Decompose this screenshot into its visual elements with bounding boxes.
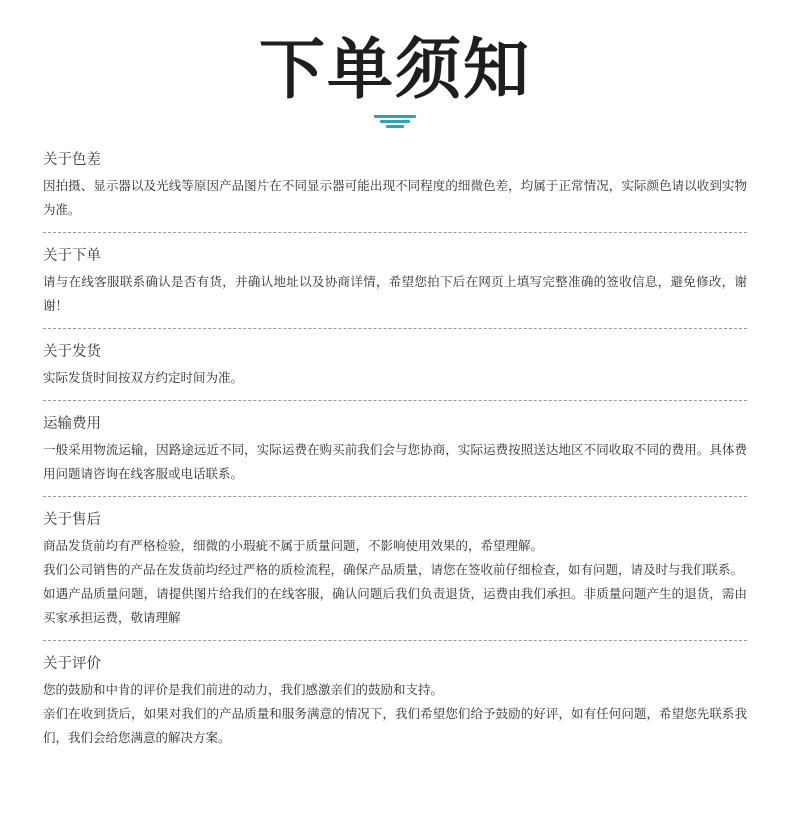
dashed-divider xyxy=(43,640,747,641)
page-header xyxy=(0,0,790,140)
section-paragraph: 实际发货时间按双方约定时间为准。 xyxy=(43,370,244,385)
section-title: 关于色差 xyxy=(43,152,101,168)
section-paragraph: 我们公司销售的产品在发货前均经过严格的质检流程，确保产品质量，请您在签收前仔细检查，如有问题，请及时与我们联系。 xyxy=(43,562,744,577)
section-freight xyxy=(43,414,747,486)
section-ordering xyxy=(43,246,747,318)
section-paragraph: 请与在线客服联系确认是否有货，并确认地址以及协商详情，希望您拍下后在网页上填写完整准确的签收信息，避免修改，谢谢！ xyxy=(43,274,747,313)
dashed-divider xyxy=(43,232,747,233)
section-paragraph: 如遇产品质量问题，请提供图片给我们的在线客服，确认问题后我们负责退货，运费由我们承担。非质量问题产生的退货，需由买家承担运费，敬请理解 xyxy=(43,586,747,625)
section-title: 运输费用 xyxy=(43,416,101,432)
page-title: 下单须知 xyxy=(259,31,531,108)
title-underline-icon xyxy=(374,115,416,133)
section-title: 关于售后 xyxy=(43,512,101,528)
section-paragraph: 您的鼓励和中肯的评价是我们前进的动力，我们感激亲们的鼓励和支持。 xyxy=(43,682,444,697)
section-title: 关于发货 xyxy=(43,344,101,360)
notice-content xyxy=(43,150,747,750)
section-reviews xyxy=(43,654,747,750)
section-paragraph: 亲们在收到货后，如果对我们的产品质量和服务满意的情况下，我们希望您们给予鼓励的好评，如有任何问题，希望您先联系我们，我们会给您满意的解决方案。 xyxy=(43,706,747,745)
section-color-difference xyxy=(43,150,747,222)
section-title: 关于评价 xyxy=(43,656,101,672)
section-shipping xyxy=(43,342,747,390)
section-paragraph: 一般采用物流运输，因路途远近不同，实际运费在购买前我们会与您协商，实际运费按照送达地区不同收取不同的费用。具体费用问题请咨询在线客服或电话联系。 xyxy=(43,442,747,481)
section-paragraph: 因拍摄、显示器以及光线等原因产品图片在不同显示器可能出现不同程度的细微色差，均属于正常情况，实际颜色请以收到实物为准。 xyxy=(43,178,747,217)
dashed-divider xyxy=(43,400,747,401)
dashed-divider xyxy=(43,328,747,329)
section-after-sales xyxy=(43,510,747,630)
section-title: 关于下单 xyxy=(43,248,101,264)
section-paragraph: 商品发货前均有严格检验，细微的小瑕疵不属于质量问题，不影响使用效果的，希望理解。 xyxy=(43,538,544,553)
dashed-divider xyxy=(43,496,747,497)
